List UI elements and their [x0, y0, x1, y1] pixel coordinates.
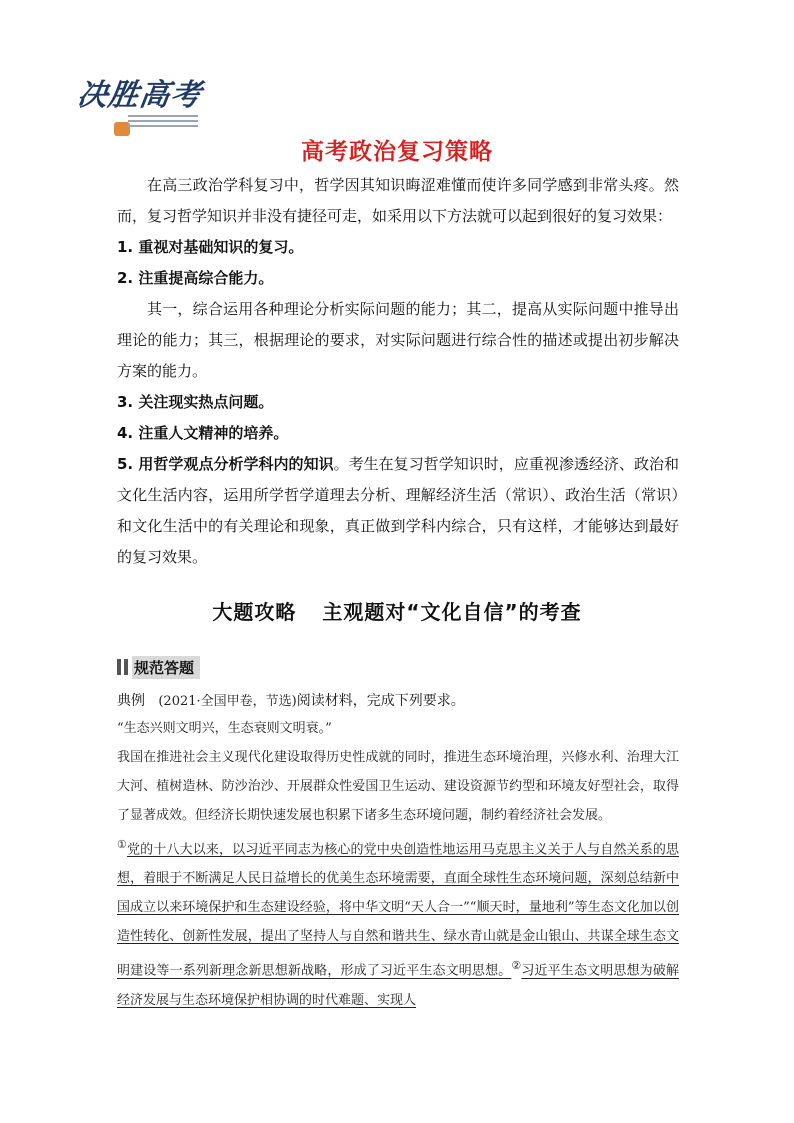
section-heading [0, 596, 794, 625]
item-4: 4. 注重人文精神的培养。 [117, 424, 289, 442]
intro-paragraph: 在高三政治学科复习中，哲学因其知识晦涩难懂而使许多同学感到非常头疼。然而，复习哲学知识并非没有捷径可走，如采用以下方法就可以起到很好的复习效果： [117, 176, 679, 225]
example-instruction: 阅读材料，完成下列要求。 [296, 693, 465, 709]
article-body [117, 170, 679, 573]
item-5 [117, 449, 679, 573]
section-tag [117, 656, 200, 678]
example-quote: “生态兴则文明兴，生态衰则文明衰。” [117, 721, 332, 736]
item-5-heading: 5. 用哲学观点分析学科内的知识 [117, 455, 334, 473]
page-title: 高考政治复习策略 [301, 139, 493, 165]
item-5-detail: 。考生在复习哲学知识时，应重视渗透经济、政治和文化生活内容，运用所学哲学道理去分析、理解经济生活（常识）、政治生活（常识）和文化生活中的有关理论和现象，真正做到学科内综合，只有这样，才能够达到最好的复习效果。 [117, 455, 679, 566]
item-3: 3. 关注现实热点问题。 [117, 393, 274, 411]
item-2: 2. 注重提高综合能力。 [117, 269, 274, 287]
example-header [117, 688, 679, 714]
logo-text: 决胜高考 [75, 78, 204, 113]
section-heading-right: 主观题对“文化自信”的考查 [322, 600, 582, 624]
example-label: 典例 [117, 693, 145, 709]
item-1: 1. 重视对基础知识的复习。 [117, 238, 304, 256]
tag-label: 规范答题 [132, 656, 200, 679]
example-block [117, 688, 679, 1015]
example-material [117, 714, 679, 1015]
brand-logo [75, 64, 208, 144]
marker-1: ① [117, 838, 128, 851]
material-paragraph-2 [117, 830, 679, 1015]
example-source: (2021·全国甲卷，节选) [158, 694, 297, 709]
item-2-detail: 其一，综合运用各种理论分析实际问题的能力；其二，提高从实际问题中推导出理论的能力；其三，根据理论的要求，对实际问题进行综合性的描述或提出初步解决方案的能力。 [117, 300, 679, 380]
logo-subtitle-lines [128, 112, 198, 134]
material-paragraph-1: 我国在推进社会主义现代化建设取得历史性成就的同时，推进生态环境治理，兴修水利、治理大江大河、植树造林、防沙治沙、开展群众性爱国卫生运动、建设资源节约型和环境友好型社会，取得了显著成效。但经济长期快速发展也积累下诸多生态环境问题，制约着经济社会发展。 [117, 750, 679, 823]
tag-bars-icon [117, 659, 128, 675]
marker-2: ② [511, 959, 522, 973]
underlined-passage-2: 习近平生态文明思想为破解经济发展与生态环境保护相协调的时代难题、实现人 [117, 963, 679, 1008]
section-heading-left: 大题攻略 [212, 600, 297, 624]
underlined-passage-1: 党的十八大以来，以习近平同志为核心的党中央创造性地运用马克思主义关于人与自然关系的思想，着眼于不断满足人民日益增长的优美生态环境需要，直面全球性生态环境问题，深刻总结新中国成立以来环境保护和生态建设经验，将中华文明“天人合一”“顺天时，量地利”等生态文化加以创造性转化、创新性发展，提出了坚持人与自然和谐共生、绿水青山就是金山银山、共谋全球生态文明建设等一系列新理念新思想新战略，形成了习近平生态文明思想。 [117, 842, 679, 979]
